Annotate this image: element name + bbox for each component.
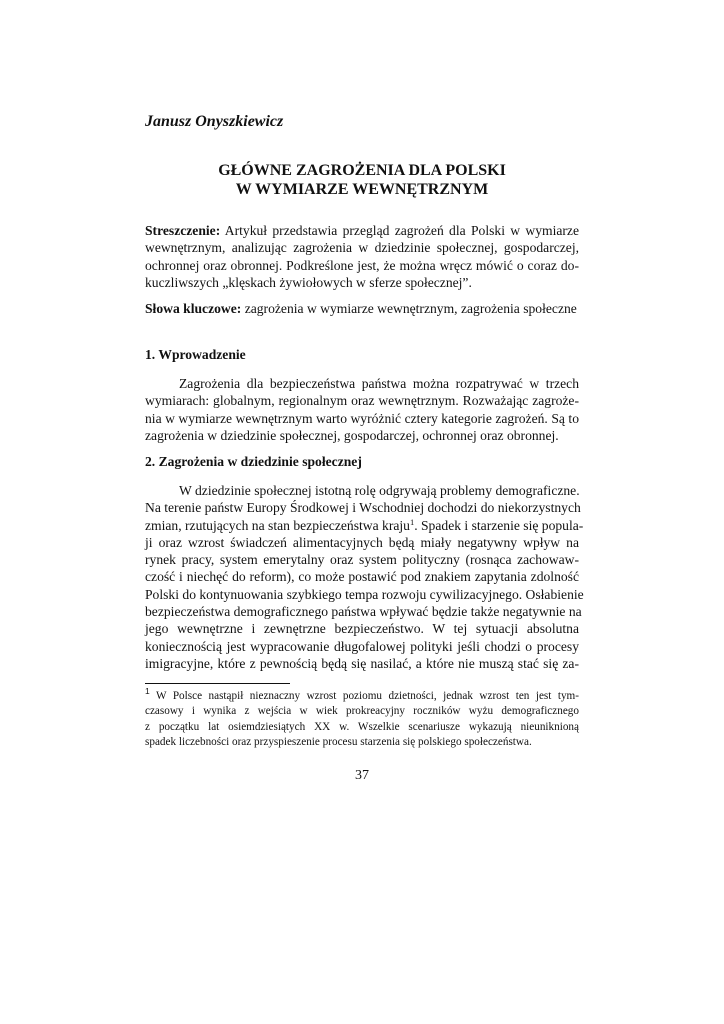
footnote-line: z początku lat osiemdziesiątych XX w. Wszelkie scenariusze wykazują nieuniknioną [145, 720, 579, 733]
paragraph-line: bezpieczeństwa demograficznego państwa wpływać będzie także negatywnie na [145, 604, 582, 620]
article-title-line-2: W WYMIARZE WEWNĘTRZNYM [235, 181, 489, 198]
paragraph-line: W dziedzinie społecznej istotną rolę odgrywają problemy demograficzne. [179, 483, 580, 498]
social-threats-paragraph [145, 482, 584, 672]
keywords-label: Słowa kluczowe: [145, 301, 242, 316]
footnote-line: spadek liczebności oraz przyspieszenie procesu starzenia się polskiego społeczeństwa. [145, 736, 532, 749]
section-heading-introduction: 1. Wprowadzenie [145, 347, 246, 362]
article-title-line-1: GŁÓWNE ZAGROŻENIA DLA POLSKI [218, 162, 506, 179]
keywords-text: zagrożenia w wymiarze wewnętrznym, zagrożenia społeczne [241, 301, 577, 316]
paragraph-line: czość i niechęć do reform), co może postawić pod znakiem zapytania zdolność [145, 569, 579, 585]
paragraph-line: koniecznością jest wypracowanie długofalowej polityki jeśli chodzi o procesy [145, 638, 579, 654]
abstract-line: Streszczenie: Artykuł przedstawia przegląd zagrożeń dla Polski w wymiarze [145, 223, 579, 238]
abstract-line: kuczliwszych „klęskach żywiołowych w sferze społecznej”. [145, 274, 472, 290]
paragraph-line: imigracyjne, które z pewnością będą się nasilać, a które nie muszą stać się za- [145, 655, 579, 671]
footnote-marker: 1 [145, 686, 150, 696]
footnote [145, 686, 579, 751]
paragraph-line: Na terenie państw Europy Środkowej i Wschodniej dochodzi do niekorzystnych [145, 500, 581, 516]
paragraph-line: ji oraz wzrost świadczeń alimentacyjnych będą miały negatywny wpływ na [145, 534, 579, 550]
paragraph-line: wymiarach: globalnym, regionalnym oraz wewnętrznym. Rozważając zagroże- [145, 393, 579, 409]
paragraph-line: rynek pracy, system emerytalny oraz system polityczny (rosnąca zachowaw- [145, 552, 579, 568]
abstract-line: wewnętrznym, analizując zagrożenia w dziedzinie społecznej, gospodarczej, [145, 240, 579, 256]
paragraph-line: Polski do kontynuowania szybkiego tempa rozwoju cywilizacyjnego. Osłabienie [145, 586, 584, 602]
keywords [145, 300, 579, 317]
abstract-line: ochronnej oraz obronnej. Podkreślone jest, że można wręcz mówić o coraz do- [145, 257, 579, 273]
footnote-line: $^1$ W Polsce nastąpił nieznaczny wzrost poziomu dzietności, jednak wzrost ten jest tym- [145, 686, 579, 702]
introduction-paragraph [145, 375, 579, 444]
paragraph-line: jego wewnętrzne i zewnętrzne bezpieczeństwo. W tej sytuacji absolutna [145, 621, 579, 637]
footnote-line: czasowy i wynika z wejścia w wiek prokreacyjny roczników wyżu demograficznego [145, 705, 579, 718]
footnote-separator [145, 683, 290, 684]
author-name: Janusz Onyszkiewicz [145, 113, 284, 130]
paragraph-line: zmian, rzutujących na stan bezpieczeństwa kraju$^1$. Spadek i starzenie się popula- [145, 516, 584, 533]
footnote-reference[interactable]: 1 [409, 516, 415, 527]
paragraph-line: nia w wymiarze wewnętrznym warto wyróżnić cztery kategorie zagrożeń. Są to [145, 410, 579, 426]
paragraph-line: Zagrożenia dla bezpieczeństwa państwa można rozpatrywać w trzech [179, 376, 579, 391]
abstract-label: Streszczenie: [145, 223, 221, 238]
section-heading-social-threats: 2. Zagrożenia w dziedzinie społecznej [145, 454, 362, 469]
abstract [145, 222, 579, 291]
page-number: 37 [355, 768, 369, 783]
paragraph-line: zagrożenia w dziedzinie społecznej, gospodarczej, ochronnej oraz obronnej. [145, 427, 559, 443]
